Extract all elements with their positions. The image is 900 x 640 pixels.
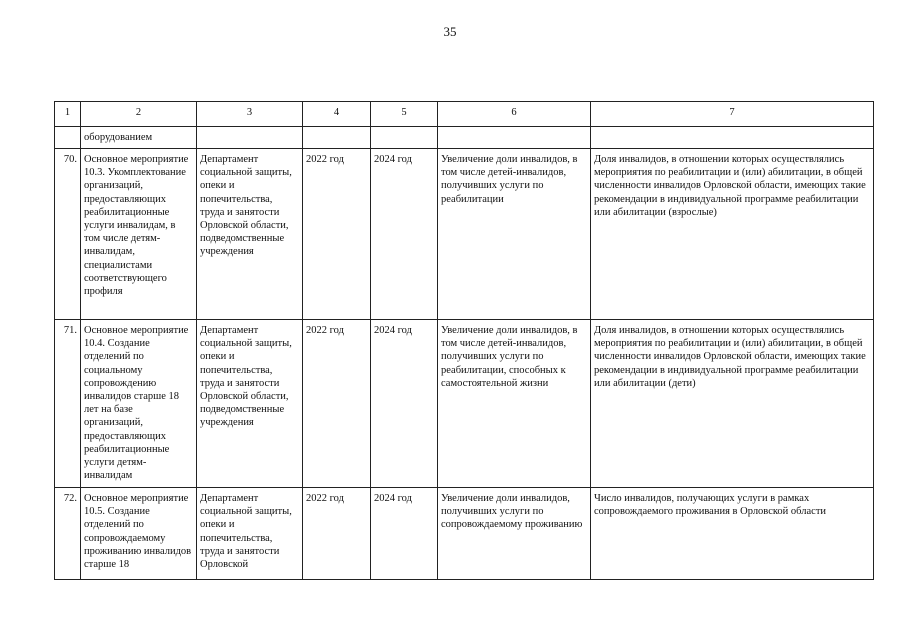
cell-num: 70. <box>55 149 81 320</box>
cell-indicator: Число инвалидов, получающих услуги в рамках сопровождаемого проживания в Орловской области <box>591 488 874 580</box>
cell-indicator: Доля инвалидов, в отношении которых осуществлялись мероприятия по реабилитации и (или) абилитации, в общей численности инвалидов Орловской области, имеющих такие рекомендации в индивидуальной программе реабилитации или абилитации (взрослые) <box>591 149 874 320</box>
continuation-row <box>55 127 874 149</box>
cell-start <box>303 127 371 149</box>
cell-end: 2024 год <box>371 320 438 488</box>
cell-result <box>438 127 591 149</box>
cell-measure: оборудованием <box>81 127 197 149</box>
header-col-2: 2 <box>81 102 197 127</box>
cell-executor: Департамент социальной защиты, опеки и попечительства, труда и занятости Орловской <box>197 488 303 580</box>
cell-result: Увеличение доли инвалидов, получивших услуги по сопровождаемому проживанию <box>438 488 591 580</box>
cell-num: 71. <box>55 320 81 488</box>
cell-start: 2022 год <box>303 488 371 580</box>
header-col-5: 5 <box>371 102 438 127</box>
page-number: 35 <box>443 24 457 39</box>
cell-indicator: Доля инвалидов, в отношении которых осуществлялись мероприятия по реабилитации и (или) абилитации, в общей численности инвалидов Орловской области, имеющих такие рекомендации в индивидуальной программе реабилитации или абилитации (дети) <box>591 320 874 488</box>
header-col-7: 7 <box>591 102 874 127</box>
cell-end <box>371 127 438 149</box>
table-row <box>55 149 874 320</box>
cell-end: 2024 год <box>371 149 438 320</box>
table-row <box>55 320 874 488</box>
cell-executor <box>197 127 303 149</box>
cell-measure: Основное мероприятие 10.4. Создание отделений по социальному сопровождению инвалидов старше 18 лет на базе организаций, предоставляющих реабилитационные услуги детям-инвалидам <box>81 320 197 488</box>
cell-measure: Основное мероприятие 10.5. Создание отделений по сопровождаемому проживанию инвалидов старше 18 <box>81 488 197 580</box>
cell-result: Увеличение доли инвалидов, в том числе детей-инвалидов, получивших услуги по реабилитации <box>438 149 591 320</box>
cell-end: 2024 год <box>371 488 438 580</box>
cell-num <box>55 127 81 149</box>
cell-measure: Основное мероприятие 10.3. Укомплектование организаций, предоставляющих реабилитационные услуги инвалидам, в том числе детям-инвалидам, специалистами соответствующего профиля <box>81 149 197 320</box>
cell-result: Увеличение доли инвалидов, в том числе детей-инвалидов, получивших услуги по реабилитации, способных к самостоятельной жизни <box>438 320 591 488</box>
header-col-1: 1 <box>55 102 81 127</box>
cell-indicator <box>591 127 874 149</box>
cell-num: 72. <box>55 488 81 580</box>
header-col-6: 6 <box>438 102 591 127</box>
cell-start: 2022 год <box>303 149 371 320</box>
header-col-3: 3 <box>197 102 303 127</box>
cell-start: 2022 год <box>303 320 371 488</box>
cell-executor: Департамент социальной защиты, опеки и попечительства, труда и занятости Орловской области, подведомственные учреждения <box>197 149 303 320</box>
table-row <box>55 488 874 580</box>
cell-executor: Департамент социальной защиты, опеки и попечительства, труда и занятости Орловской области, подведомственные учреждения <box>197 320 303 488</box>
measures-table <box>54 101 874 580</box>
header-row <box>55 102 874 127</box>
header-col-4: 4 <box>303 102 371 127</box>
